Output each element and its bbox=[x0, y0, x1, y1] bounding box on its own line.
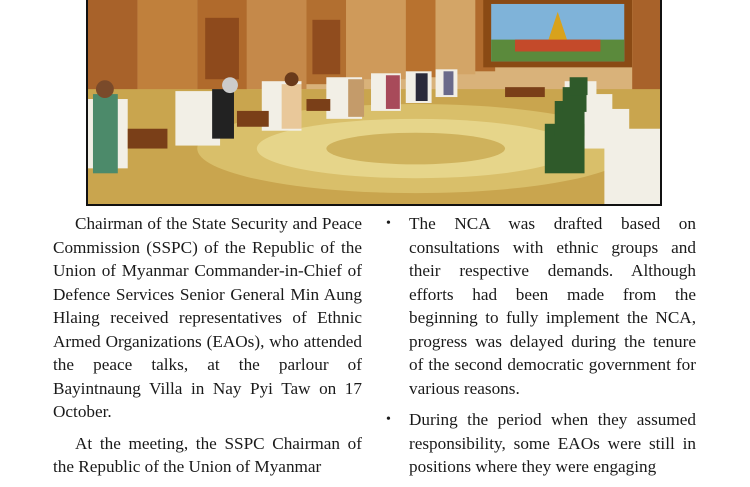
bullet-text: During the period when they assumed responsibility, some EAOs were still in positions where they were engaging bbox=[409, 410, 696, 476]
right-column bbox=[386, 212, 696, 487]
bullet-item bbox=[386, 408, 696, 479]
left-column bbox=[53, 212, 362, 487]
bullet-item bbox=[386, 212, 696, 400]
bullet-icon: • bbox=[386, 216, 391, 231]
bullet-list bbox=[386, 212, 696, 479]
meeting-photo bbox=[86, 0, 662, 206]
bullet-icon: • bbox=[386, 412, 391, 427]
article-paragraph-2: At the meeting, the SSPC Chairman of the Republic of the Union of Myanmar bbox=[53, 433, 362, 476]
bullet-text: The NCA was drafted based on consultations with ethnic groups and their respective demands. Although efforts had been made from the beginning to fully implement the NCA, progress was delayed during the tenure of the second democratic government for various reasons. bbox=[409, 214, 696, 398]
article-paragraph-1: Chairman of the State Security and Peace Commission (SSPC) of the Republic of the Union of Myanmar Commander-in-Chief of Defence Services Senior General Min Aung Hlaing received representatives of Ethnic Armed Organizations (EAOs), who attended the peace talks, at the parlour of Bayintnaung Villa in Nay Pyi Taw on 17 October. bbox=[53, 214, 362, 421]
meeting-room-image bbox=[88, 0, 660, 204]
